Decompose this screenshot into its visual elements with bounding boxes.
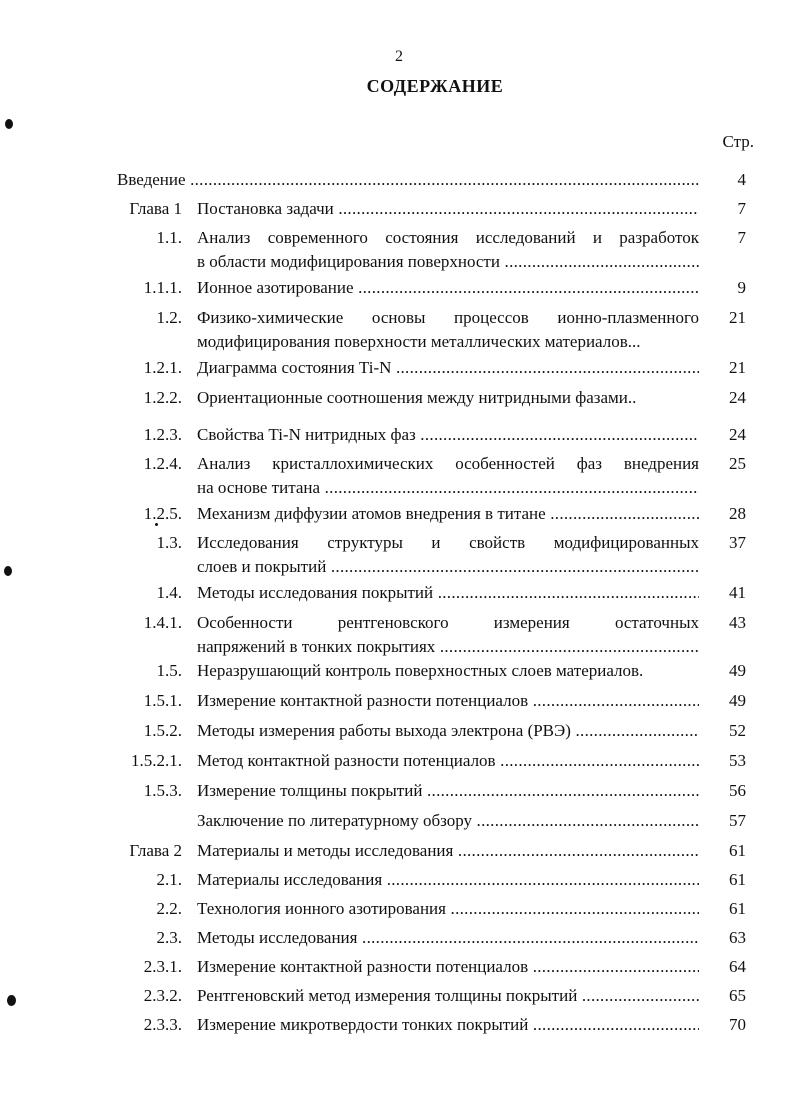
toc-entry-title-line: Методы исследования ..... (197, 926, 699, 950)
toc-entry-title-line: Ориентационные соотношения между нитридными фазами.. (197, 388, 637, 407)
toc-entry-page: 43 (729, 613, 746, 632)
toc-entry-page: 70 (729, 1015, 746, 1034)
toc-entry-number: 1.2.3. (143, 425, 182, 444)
toc-entry-page: 24 (729, 425, 746, 444)
toc-entry-number: 2.3.3. (143, 1015, 182, 1034)
toc-entry-title-line: Методы измерения работы выхода электрона (РВЭ) ..... (197, 719, 699, 743)
toc-entry-page: 25 (729, 454, 746, 473)
toc-entry-number: 1.2.4. (143, 454, 182, 473)
toc-entry-page: 49 (729, 661, 746, 680)
toc-entry-page: 64 (729, 957, 746, 976)
toc-entry-title-line: Измерение толщины покрытий ..... (197, 779, 699, 803)
toc-entry-title (197, 423, 699, 447)
toc-entry-number: 1.5.2. (143, 721, 182, 740)
toc-entry-title-line: Анализ кристаллохимических особенностей фаз внедрения (197, 454, 699, 473)
toc-entry-title-line: Метод контактной разности потенциалов ..... (197, 749, 699, 773)
toc-entry-number: 1.4.1. (143, 613, 182, 632)
toc-entry-title (197, 356, 699, 380)
toc-entry-page: 61 (729, 899, 746, 918)
toc-entry-title-line: Измерение микротвердости тонких покрытий ..... (197, 1013, 699, 1037)
toc-entry-title (197, 749, 699, 773)
toc-entry-number: 1.5.1. (143, 691, 182, 710)
toc-entry-title-line: Диаграмма состояния Ti-N ..... (197, 356, 699, 380)
toc-entry-page: 37 (729, 533, 746, 552)
scan-speck (7, 995, 16, 1006)
toc-entry-page: 28 (729, 504, 746, 523)
toc-entry-number: 1.4. (156, 583, 182, 602)
toc-entry-title-line: слоев и покрытий ..... (197, 555, 699, 579)
toc-entry-title-line: Исследования структуры и свойств модифицированных (197, 533, 699, 552)
toc-entry-title-line: Ионное азотирование ..... (197, 276, 699, 300)
toc-entry-number: 2.3.1. (143, 957, 182, 976)
toc-entry-title (197, 984, 699, 1008)
toc-entry-title-line: Постановка задачи ..... (197, 197, 699, 221)
toc-entry-title (197, 926, 699, 950)
toc-entry-number: 1.3. (156, 533, 182, 552)
toc-entry-title-line: на основе титана ..... (197, 476, 699, 500)
toc-entry-page: 65 (729, 986, 746, 1005)
toc-entry-page: 41 (729, 583, 746, 602)
toc-entry-title-line: Материалы и методы исследования ..... (197, 839, 699, 863)
toc-entry-title-line: Неразрушающий контроль поверхностных слоев материалов. (197, 661, 644, 680)
toc-entry-number: 2.3.2. (143, 986, 182, 1005)
toc-entry-number: 2.2. (156, 899, 182, 918)
toc-entry-title-line: Технология ионного азотирования ..... (197, 897, 699, 921)
toc-entry-title (197, 386, 699, 410)
toc-entry-page: 61 (729, 841, 746, 860)
toc-entry-title (197, 611, 699, 659)
toc-entry-page: 61 (729, 870, 746, 889)
toc-entry-page: 57 (729, 811, 746, 830)
toc-entry-title (197, 197, 699, 221)
toc-entry-title (197, 839, 699, 863)
toc-entry-title (197, 779, 699, 803)
scan-speck (4, 566, 12, 576)
toc-entry-number: 2.3. (156, 928, 182, 947)
toc-entry-title (197, 502, 699, 526)
toc-entry-page: 49 (729, 691, 746, 710)
toc-entry-page: 7 (737, 199, 746, 218)
toc-entry-title (197, 809, 699, 833)
toc-entry-title-line: в области модифицирования поверхности ..... (197, 250, 699, 274)
toc-entry-page: 21 (729, 358, 746, 377)
toc-entry-title (197, 719, 699, 743)
page-column-label: Стр. (722, 132, 754, 151)
toc-entry-title (197, 868, 699, 892)
toc-entry-page: 4 (737, 170, 746, 189)
toc-entry-number: 1.2.2. (143, 388, 182, 407)
toc-entry-number: 1.1.1. (143, 278, 182, 297)
toc-entry-title-line: Анализ современного состояния исследований и разработок (197, 228, 699, 247)
toc-entry-page: 9 (737, 278, 746, 297)
toc-entry-number: 1.5. (156, 661, 182, 680)
toc-entry-page: 56 (729, 781, 746, 800)
toc-entry-number: 1.5.3. (143, 781, 182, 800)
toc-entry-title-line: Механизм диффузии атомов внедрения в титане ..... (197, 502, 699, 526)
toc-entry-page: 52 (729, 721, 746, 740)
toc-entry-number: 1.1. (156, 228, 182, 247)
toc-entry-page: 63 (729, 928, 746, 947)
toc-entry-title (197, 531, 699, 579)
toc-entry-number: Глава 1 (129, 199, 182, 218)
toc-entry-number: Глава 2 (129, 841, 182, 860)
page-number: 2 (395, 48, 403, 65)
toc-entry-title-line: Измерение контактной разности потенциалов ..... (197, 689, 699, 713)
toc-entry-title-line: напряжений в тонких покрытиях ..... (197, 635, 699, 659)
toc-entry-title (197, 226, 699, 274)
toc-entry-number: 1.5.2.1. (131, 751, 182, 770)
toc-entry-title-line: модифицирования поверхности металлических материалов... (197, 332, 641, 351)
toc-entry-title-line: Материалы исследования ..... (197, 868, 699, 892)
toc-entry-title-line: Особенности рентгеновского измерения остаточных (197, 613, 699, 632)
toc-entry-number: 1.2.1. (143, 358, 182, 377)
toc-entry-title (117, 168, 699, 192)
toc-entry-number: 1.2. (156, 308, 182, 327)
toc-entry-title (197, 452, 699, 500)
toc-entry-title-line: Введение ..... (117, 168, 699, 192)
toc-entry-title (197, 1013, 699, 1037)
toc-entry-title (197, 955, 699, 979)
toc-entry-title (197, 659, 699, 683)
toc-entry-title (197, 581, 699, 605)
toc-entry-title-line: Свойства Ti-N нитридных фаз ..... (197, 423, 699, 447)
toc-entry-title (197, 689, 699, 713)
toc-entry-title-line: Физико-химические основы процессов ионно-плазменного (197, 308, 699, 327)
toc-entry-page: 7 (737, 228, 746, 247)
toc-entry-page: 21 (729, 308, 746, 327)
toc-entry-title (197, 306, 699, 354)
toc-entry-title-line: Заключение по литературному обзору ..... (197, 809, 699, 833)
scan-speck (155, 523, 158, 526)
toc-entry-page: 24 (729, 388, 746, 407)
toc-entry-page: 53 (729, 751, 746, 770)
page-title: СОДЕРЖАНИЕ (366, 76, 504, 96)
toc-entry-title (197, 897, 699, 921)
toc-entry-title-line: Измерение контактной разности потенциалов ..... (197, 955, 699, 979)
toc-entry-number: 1.2.5. (143, 504, 182, 523)
scan-speck (5, 119, 13, 129)
toc-entry-title-line: Рентгеновский метод измерения толщины покрытий ..... (197, 984, 699, 1008)
toc-entry-title-line: Методы исследования покрытий ..... (197, 581, 699, 605)
toc-entry-number: 2.1. (156, 870, 182, 889)
toc-entry-title (197, 276, 699, 300)
